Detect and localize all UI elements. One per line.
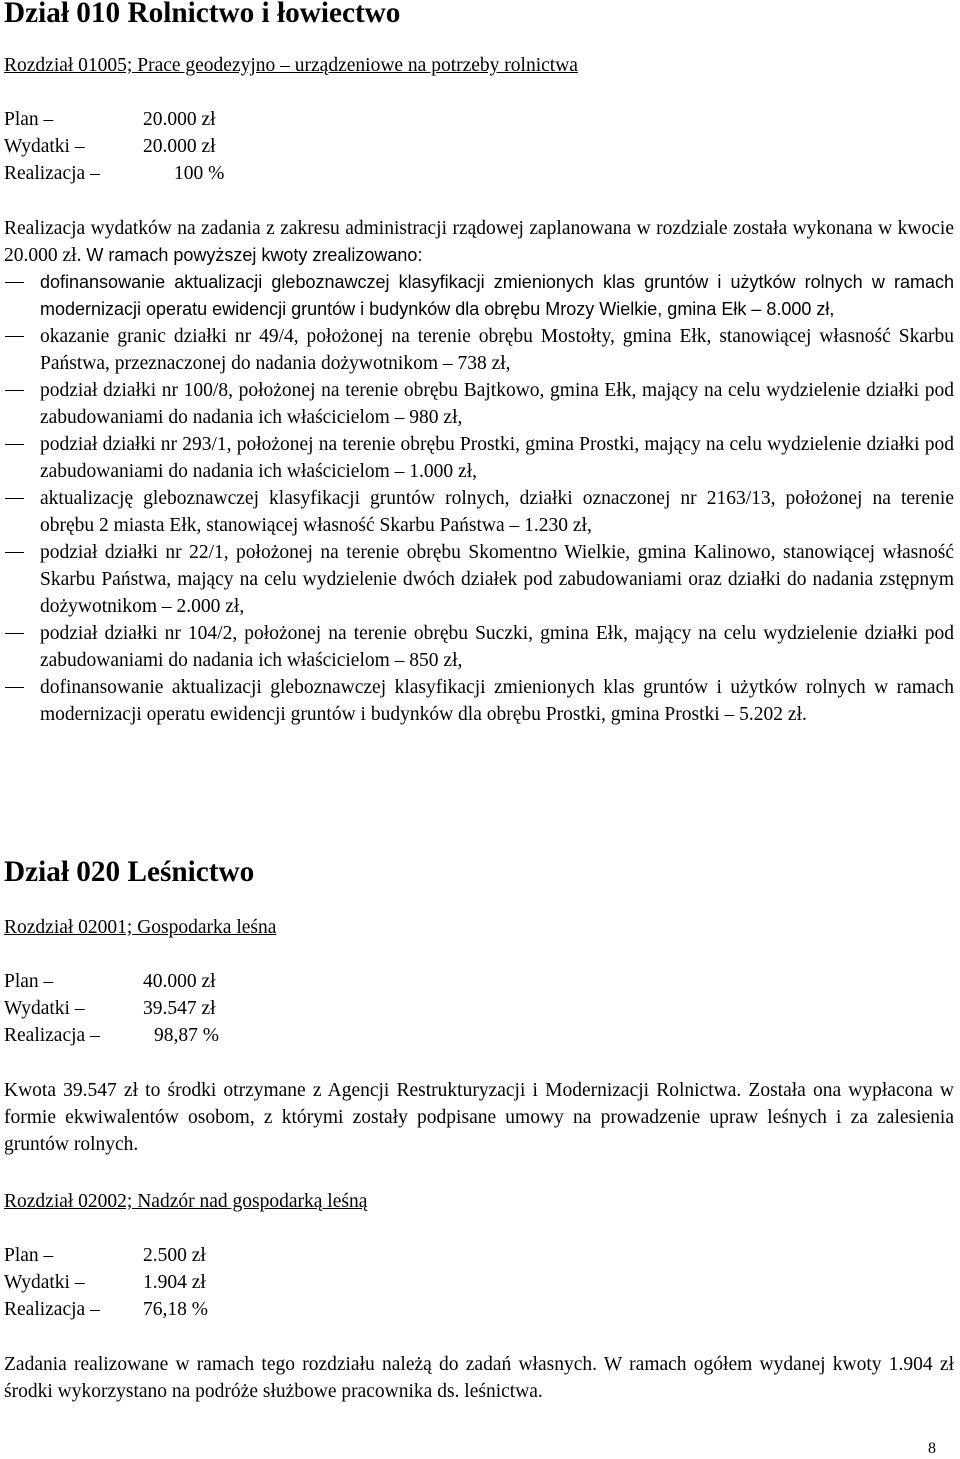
chapter-paragraph: Kwota 39.547 zł to środki otrzymane z Agencji Restrukturyzacji i Modernizacji Rolnictwa. Została ona wypłacona w formie ekwiwalentów osobom, z którymi zostały podpisane umowy na prowadzenie upraw leśnych i za zalesienia gruntów rolnych.: [4, 1080, 954, 1155]
realizacja-value: 100 %: [174, 163, 225, 184]
plan-row: [4, 106, 404, 133]
section-010: [4, 0, 954, 27]
realizacja-value: 98,87 %: [154, 1025, 219, 1046]
plan-value: 2.500 zł: [143, 1245, 206, 1266]
wydatki-row: [4, 1269, 404, 1296]
section-020: [4, 856, 954, 888]
list-item-text: podział działki nr 22/1, położonej na terenie obrębu Skomentno Wielkie, gmina Kalinowo, stanowiącej własność Skarbu Państwa, mający na celu wydzielenie dwóch działek pod zabudowaniami oraz działki do nadania zstępnym dożywotnikom – 2.000 zł,: [40, 542, 954, 617]
wydatki-label: Wydatki –: [4, 998, 85, 1019]
intro-paragraph: [4, 215, 954, 269]
list-item-text: podział działki nr 104/2, położonej na terenie obrębu Suczki, gmina Ełk, mający na celu wydzielenie działki pod zabudowaniami do nadania ich właścicielom – 850 zł,: [40, 623, 954, 671]
plan-value: 40.000 zł: [143, 971, 216, 992]
realizacja-label: Realizacja –: [4, 1299, 100, 1320]
plan-value: 20.000 zł: [143, 109, 216, 130]
wydatki-row: [4, 995, 404, 1022]
realizacja-row: [4, 160, 404, 187]
wydatki-row: [4, 133, 404, 160]
chapter-paragraph: Zadania realizowane w ramach tego rozdziału należą do zadań własnych. W ramach ogółem wydanej kwoty 1.904 zł środki wykorzystano na podróże służbowe pracownika ds. leśnictwa.: [4, 1354, 954, 1402]
task-list: [4, 269, 954, 728]
list-item: [4, 377, 954, 431]
wydatki-label: Wydatki –: [4, 1272, 85, 1293]
list-item: [4, 485, 954, 539]
list-item-text: podział działki nr 100/8, położonej na terenie obrębu Bajtkowo, gmina Ełk, mający na celu wydzielenie działki pod zabudowaniami do nadania ich właścicielom – 980 zł,: [40, 380, 954, 428]
realizacja-row: [4, 1296, 404, 1323]
budget-figures: [4, 968, 404, 1049]
plan-label: Plan –: [4, 971, 54, 992]
budget-figures: [4, 1242, 404, 1323]
intro-sans-text: W ramach powyższej kwoty zrealizowano:: [86, 245, 423, 265]
wydatki-value: 1.904 zł: [143, 1272, 206, 1293]
plan-row: [4, 968, 404, 995]
wydatki-value: 20.000 zł: [143, 136, 216, 157]
wydatki-value: 39.547 zł: [143, 998, 216, 1019]
list-item: [4, 323, 954, 377]
section-heading: Dział 020 Leśnictwo: [4, 856, 255, 888]
list-item-text: podział działki nr 293/1, położonej na terenie obrębu Prostki, gmina Prostki, mający na celu wydzielenie działki pod zabudowaniami do nadania ich właścicielom – 1.000 zł,: [40, 434, 954, 482]
list-item-text: aktualizację gleboznawczej klasyfikacji gruntów rolnych, działki oznaczonej nr 2163/13, położonej na terenie obrębu 2 miasta Ełk, stanowiącej własność Skarbu Państwa – 1.230 zł,: [40, 488, 954, 536]
chapter-title: Rozdział 02001; Gospodarka leśna: [4, 917, 277, 938]
realizacja-row: [4, 1022, 404, 1049]
realizacja-label: Realizacja –: [4, 1025, 100, 1046]
page-number: 8: [928, 1440, 936, 1457]
list-item: [4, 431, 954, 485]
realizacja-label: Realizacja –: [4, 163, 100, 184]
chapter-title: Rozdział 02002; Nadzór nad gospodarką leśną: [4, 1191, 368, 1212]
plan-label: Plan –: [4, 109, 54, 130]
wydatki-label: Wydatki –: [4, 136, 85, 157]
intro-serif-text: Realizacja wydatków na zadania z zakresu administracji rządowej zaplanowana w rozdziale została wykonana w kwocie 20.000 zł.: [4, 218, 954, 266]
plan-row: [4, 1242, 404, 1269]
list-item: [4, 269, 954, 323]
list-item: [4, 539, 954, 620]
realizacja-value: 76,18 %: [143, 1299, 208, 1320]
list-item: [4, 674, 954, 728]
section-heading: Dział 010 Rolnictwo i łowiectwo: [4, 0, 401, 29]
list-item: [4, 620, 954, 674]
list-item-text: okazanie granic działki nr 49/4, położonej na terenie obrębu Mostołty, gmina Ełk, stanowiącej własność Skarbu Państwa, przeznaczonej do nadania dożywotnikom – 738 zł,: [40, 326, 954, 374]
chapter-title: Rozdział 01005; Prace geodezyjno – urządzeniowe na potrzeby rolnictwa: [4, 55, 578, 76]
list-item-text: dofinansowanie aktualizacji gleboznawczej klasyfikacji zmienionych klas gruntów i użytków rolnych w ramach modernizacji operatu ewidencji gruntów i budynków dla obrębu Mrozy Wielkie, gmina Ełk – 8.000 zł,: [40, 272, 954, 319]
plan-label: Plan –: [4, 1245, 54, 1266]
list-item-text: dofinansowanie aktualizacji gleboznawczej klasyfikacji zmienionych klas gruntów i użytków rolnych w ramach modernizacji operatu ewidencji gruntów i budynków dla obrębu Prostki, gmina Prostki – 5.202 zł.: [40, 677, 954, 725]
budget-figures: [4, 106, 404, 187]
